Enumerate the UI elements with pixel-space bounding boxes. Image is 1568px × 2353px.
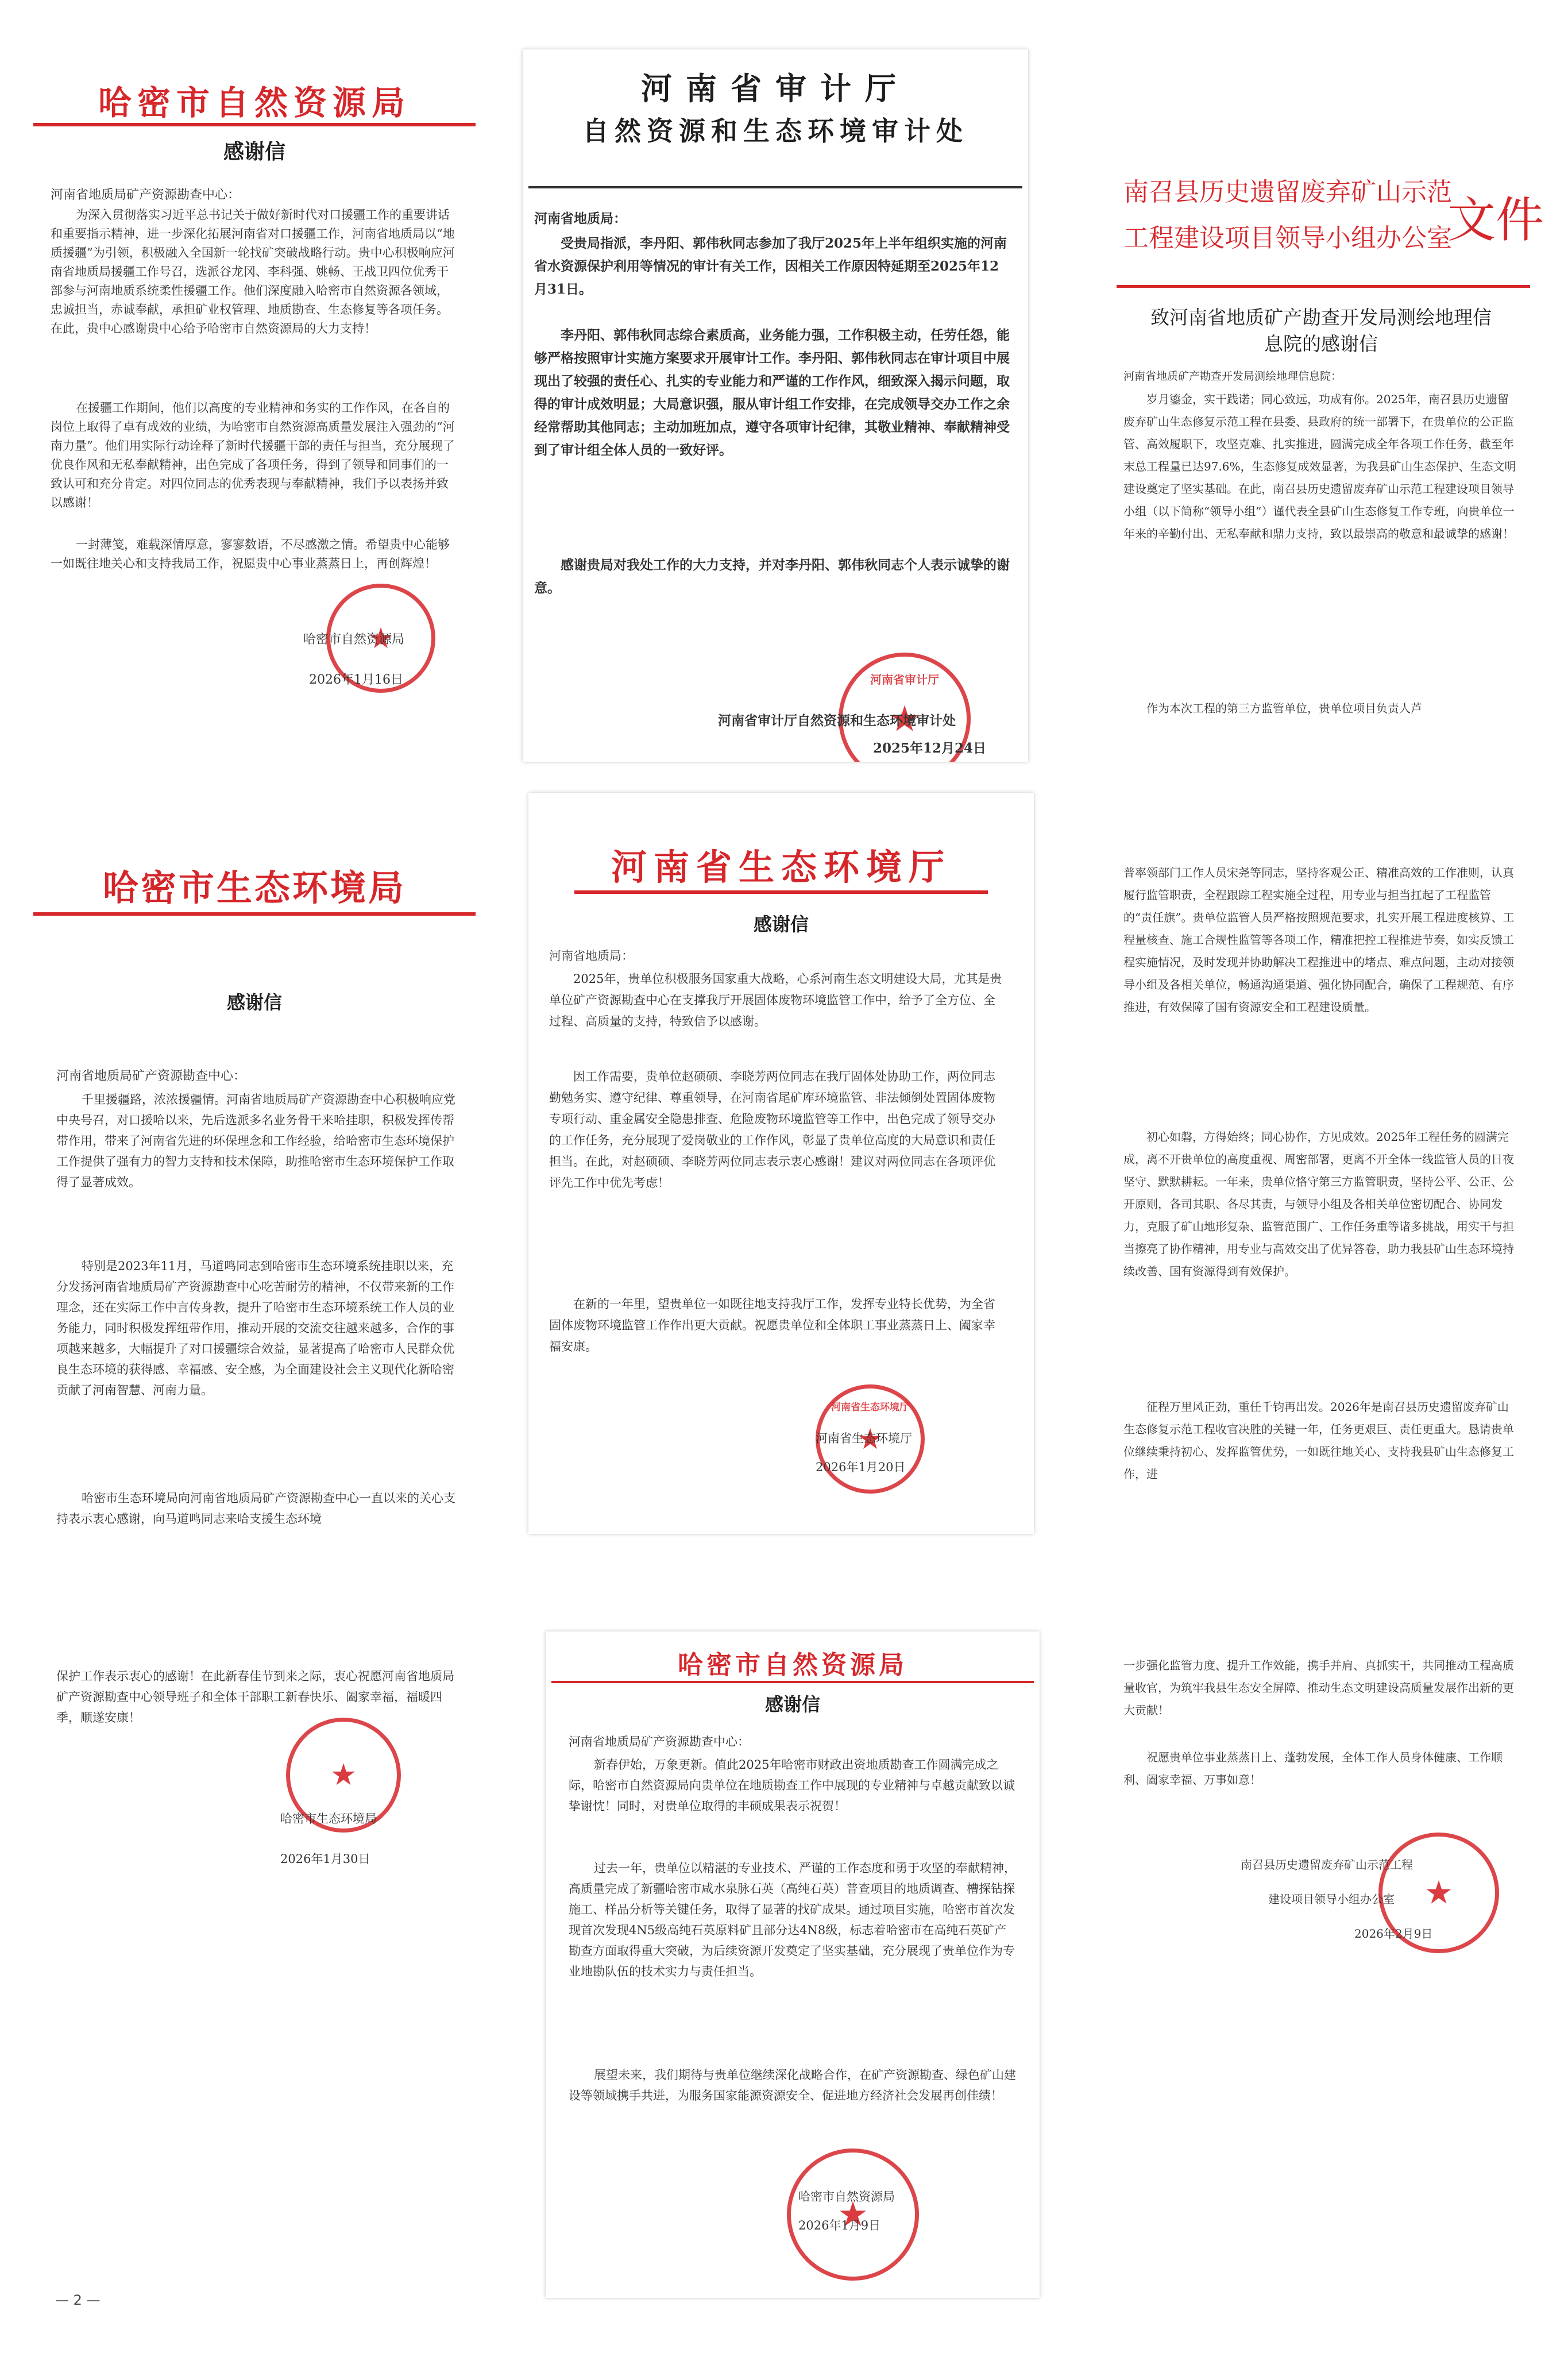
letter-paragraph: 展望未来，我们期待与贵单位继续深化战略合作，在矿产资源勘查、绿色矿山建设等领域携手共进，为服务国家能源资源安全、促进地方经济社会发展再创佳绩！ xyxy=(569,2068,1016,2103)
page-number: — 2 — xyxy=(55,2292,101,2308)
letter-signature: 哈密市自然资源局 xyxy=(303,632,405,647)
letter-title: 感谢信 xyxy=(226,992,282,1013)
letter-date: 2026年2月9日 xyxy=(1354,1927,1433,1941)
letter-paragraph: 千里援疆路，浓浓援疆情。河南省地质局矿产资源勘查中心积极响应党中央号召，对口援哈以来，先后选派多名业务骨干来哈挂职，积极发挥传帮带作用，带来了河南省先进的环保理念和工作经验，给哈密市生态环境保护工作提供了强有力的智力支持和技术保障，助推哈密市生态环境保护工作取得了显著成效。 xyxy=(56,1093,455,1189)
letter-paragraph: 在新的一年里，望贵单位一如既往地支持我厅工作，发挥专业特长优势，为全省固体废物环境监管工作作出更大贡献。祝愿贵单位和全体职工事业蒸蒸日上、阖家幸福安康。 xyxy=(549,1297,995,1353)
letterhead-title: 哈密市生态环境局 xyxy=(102,867,406,909)
letter-nanzhao-part-3 xyxy=(1080,1603,1551,2292)
letter-paragraph: 保护工作表示衷心的感谢！在此新春佳节到来之际，衷心祝愿河南省地质局矿产资源勘查中心领导班子和全体干部职工新春快乐、阖家幸福，福暖四季，顺遂安康！ xyxy=(56,1669,454,1725)
letter-signature: 哈密市生态环境局 xyxy=(280,1812,377,1826)
letterhead-wenjian: 文件 xyxy=(1447,192,1544,248)
letter-paragraph: 因工作需要，贵单位赵硕硕、李晓芳两位同志在我厅固体处协助工作，两位同志勤勉务实、遵守纪律、尊重领导，在河南省尾矿库环境监管、非法倾倒处置固体废物专项行动、重金属安全隐患排查、危险废物环境监管等工作中，出色完成了领导交办的工作任务，充分展现了爱岗敬业的工作作风，彰显了贵单位高度的大局意识和责任担当。在此，对赵硕硕、李晓芳两位同志表示衷心感谢！建议对两位同志在各项评优评先工作中优先考虑！ xyxy=(549,1070,995,1190)
letter-paragraph: 感谢贵局对我处工作的大力支持，并对李丹阳、郭伟秋同志个人表示诚挚的谢意。 xyxy=(534,557,1010,596)
letter-paragraph: 特别是2023年11月，马道鸣同志到哈密市生态环境系统挂职以来，充分发扬河南省地质局矿产资源勘查中心吃苦耐劳的精神，不仅带来新的工作理念，还在实际工作中言传身教，提升了哈密市生态环境系统工作人员的业务能力，同时积极发挥纽带作用，推动开展的交流交往越来越多，合作的事项越来越多，大幅提升了对口援疆综合效益，显著提高了哈密市人民群众优良生态环境的获得感、幸福感、安全感，为全面建设社会主义现代化新哈密贡献了河南智慧、河南力量。 xyxy=(56,1259,454,1397)
letter-title: 致河南省地质矿产勘查开发局测绘地理信息院的感谢信 xyxy=(1150,306,1492,355)
letterhead-rule xyxy=(33,912,476,916)
letter-paragraph: 在援疆工作期间，他们以高度的专业精神和务实的工作作风，在各自的岗位上取得了卓有成效的业绩，为哈密市自然资源高质量发展注入强劲的“河南力量”。他们用实际行动诠释了新时代援疆干部的责任与担当，充分展现了优良作风和无私奉献精神，出色完成了各项任务，得到了领导和同事们的一致认可和充分肯定。对四位同志的优秀表现与奉献精神，我们予以表扬并致以感谢！ xyxy=(51,401,455,510)
letter-signature-line1: 南召县历史遗留废弃矿山示范工程 xyxy=(1241,1858,1413,1872)
letter-hami-natural-resources-1 xyxy=(28,55,481,733)
seal-text: 河南省生态环境厅 xyxy=(831,1402,909,1413)
letter-greeting: 河南省地质局矿产资源勘查中心： xyxy=(56,1069,246,1083)
letter-title: 感谢信 xyxy=(223,140,285,164)
letter-date: 2025年12月24日 xyxy=(873,740,987,756)
letter-paragraph: 初心如磐，方得始终；同心协作，方见成效。2025年工程任务的圆满完成，离不开贵单位的高度重视、周密部署，更离不开全体一线监管人员的日夜坚守、默默耕耘。一年来，贵单位恪守第三方监管职责，坚持公平、公正、公开原则，各司其职、各尽其责，与领导小组及各相关单位密切配合、协同发力，克服了矿山地形复杂、监管范围广、工作任务重等诸多挑战，用实干与担当擦亮了协作精神，用专业与高效交出了优异答卷，助力我县矿山生态环境持续改善、国有资源得到有效保护。 xyxy=(1123,1130,1514,1278)
letterhead-title: 河南省生态环境厅 xyxy=(611,846,951,888)
letter-signature: 哈密市自然资源局 xyxy=(798,2190,895,2204)
letterhead-title: 哈密市自然资源局 xyxy=(98,83,411,122)
letterhead-title-line1: 河南省审计厅 xyxy=(641,70,910,107)
official-seal xyxy=(787,2148,919,2281)
letter-nanzhao-part-2 xyxy=(1080,799,1551,1534)
letter-paragraph: 李丹阳、郭伟秋同志综合素质高，业务能力强，工作积极主动，任劳任怨，能够严格按照审计实施方案要求开展审计工作。李丹阳、郭伟秋同志在审计项目中展现出了较强的责任心、扎实的专业能力和严谨的工作作风，细致深入揭示问题，取得的审计成效明显；大局意识强，服从审计组工作安排，在完成领导交办工作之余经常帮助其他同志；主动加班加点，遵守各项审计纪律，其敬业精神、奉献精神受到了审计组全体人员的一致好评。 xyxy=(534,327,1010,458)
letter-paragraph: 祝愿贵单位事业蒸蒸日上、蓬勃发展，全体工作人员身体健康、工作顺利、阖家幸福、万事如意！ xyxy=(1123,1750,1503,1787)
letter-paragraph: 受贵局指派，李丹阳、郭伟秋同志参加了我厅2025年上半年组织实施的河南省水资源保护利用等情况的审计有关工作，因相关工作原因特延期至2025年12月31日。 xyxy=(534,236,1007,297)
letter-paragraph: 普率领部门工作人员宋尧等同志，坚持客观公正、精准高效的工作准则，认真履行监管职责，全程跟踪工程实施全过程，用专业与担当扛起了工程监管的“责任旗”。贵单位监管人员严格按照规范要求，扎实开展工程进度核算、工程量核查、施工合规性监管等各项工作，精准把控工程推进节奏，如实反馈工程实施情况，及时发现并协助解决工程推进中的堵点、难点问题，主动对接领导小组及各相关单位，畅通沟通渠道、强化协同配合，确保了工程规范、有序推进，有效保障了国有资源安全和工程建设质量。 xyxy=(1123,866,1515,1014)
letterhead-rule xyxy=(551,1681,1034,1683)
seal-text: 河南省审计厅 xyxy=(870,673,939,686)
letter-henan-audit xyxy=(523,49,1028,762)
letterhead-line2: 工程建设项目领导小组办公室 xyxy=(1123,223,1452,253)
letter-hami-natural-resources-2 xyxy=(546,1631,1040,2298)
letter-greeting: 河南省地质局矿产资源勘查中心： xyxy=(51,188,241,202)
letter-paragraph: 岁月鎏金，实干践诺；同心致远，功成有你。2025年，南召县历史遗留废弃矿山生态修复示范工程在县委、县政府的统一部署下，在贵单位的公正监管、高效履职下，攻坚克难、扎实推进，圆满完成全年各项工作任务，截至年末总工程量已达97.6%，生态修复成效显著，为我县矿山生态保护、生态文明建设奠定了坚实基础。在此，南召县历史遗留废弃矿山示范工程建设项目领导小组（以下简称“领导小组”）谨代表全县矿山生态修复工作专班，向贵单位一年来的辛勤付出、无私奉献和鼎力支持，致以最崇高的敬意和最诚挚的感谢！ xyxy=(1123,392,1516,541)
letter-greeting: 河南省地质局： xyxy=(534,211,627,226)
letter-title: 感谢信 xyxy=(764,1694,820,1715)
letter-paragraph: 哈密市生态环境局向河南省地质局矿产资源勘查中心一直以来的关心支持表示衷心感谢，向马道鸣同志来哈支援生态环境 xyxy=(56,1491,455,1526)
letterhead-rule xyxy=(1117,285,1530,288)
letter-greeting: 河南省地质矿产勘查开发局测绘地理信息院： xyxy=(1123,370,1342,383)
letter-nanzhao-part-1 xyxy=(1080,138,1551,735)
letter-signature: 河南省审计厅自然资源和生态环境审计处 xyxy=(718,713,956,728)
letter-signature: 河南省生态环境厅 xyxy=(816,1432,912,1445)
letter-title: 感谢信 xyxy=(753,913,809,935)
letter-greeting: 河南省地质局矿产资源勘查中心： xyxy=(569,1735,750,1749)
letterhead-rule xyxy=(574,890,988,894)
letter-hami-ecology-continued xyxy=(28,1603,481,1901)
letter-hami-ecology xyxy=(28,821,481,1534)
letter-date: 2026年1月30日 xyxy=(280,1852,370,1866)
letter-date: 2026年1月16日 xyxy=(309,673,403,687)
letter-paragraph: 为深入贯彻落实习近平总书记关于做好新时代对口援疆工作的重要讲话和重要指示精神，进一步深化拓展河南省对口援疆工作，河南省地质局以“地质援疆”为引领，积极融入全国新一轮找矿突破战略行动。贵中心积极响应河南省地质局援疆工作号召，选派谷龙冈、李科强、姚畅、王战卫四位优秀干部参与河南地质系统柔性援疆工作。他们深度融入哈密市自然资源各领域，忠诚担当，赤诚奉献，承担矿业权管理、地质勘查、生态修复等各项任务。在此，贵中心感谢贵中心给予哈密市自然资源局的大力支持！ xyxy=(51,208,455,335)
letterhead-title: 哈密市自然资源局 xyxy=(678,1650,907,1680)
letter-paragraph: 2025年，贵单位积极服务国家重大战略，心系河南生态文明建设大局，尤其是贵单位矿产资源勘查中心在支撑我厅开展固体废物环境监管工作中，给予了全方位、全过程、高质量的支持，特致信予以感谢。 xyxy=(549,972,1002,1028)
letter-greeting: 河南省地质局： xyxy=(549,949,634,963)
letter-paragraph: 作为本次工程的第三方监管单位，贵单位项目负责人芦 xyxy=(1146,701,1422,715)
letter-paragraph: 一封薄笺，难载深情厚意，寥寥数语，不尽感激之情。希望贵中心能够一如既往地关心和支持我局工作，祝愿贵中心事业蒸蒸日上，再创辉煌！ xyxy=(51,538,450,570)
letterhead-title-line2: 自然资源和生态环境审计处 xyxy=(582,115,968,146)
letterhead-rule xyxy=(528,186,1022,188)
letter-paragraph: 新春伊始，万象更新。值此2025年哈密市财政出资地质勘查工作圆满完成之际，哈密市自然资源局向贵单位在地质勘查工作中展现的专业精神与卓越贡献致以诚挚谢忱！同时，对贵单位取得的丰硕成果表示祝贺！ xyxy=(569,1758,1015,1813)
letter-date: 2026年1月9日 xyxy=(798,2219,881,2232)
letter-paragraph: 一步强化监管力度、提升工作效能，携手并肩、真抓实干，共同推动工程高质量收官，为筑牢我县生态安全屏障、推动生态文明建设高质量发展作出新的更大贡献！ xyxy=(1123,1658,1514,1717)
letter-henan-ecology-dept xyxy=(528,793,1034,1534)
letterhead-rule xyxy=(33,123,476,126)
letterhead-line1: 南召县历史遗留废弃矿山示范 xyxy=(1123,178,1452,207)
letter-paragraph: 过去一年，贵单位以精湛的专业技术、严谨的工作态度和勇于攻坚的奉献精神，高质量完成了新疆哈密市咸水泉脉石英（高纯石英）普查项目的地质调查、槽探钻探施工、样品分析等关键任务，取得了显著的找矿成果。通过项目实施，哈密市首次发现首次发现4N5级高纯石英原料矿且部分达4N8级，标志着哈密市在高纯石英矿产勘查方面取得重大突破，为后续资源开发奠定了坚实基础，充分展现了贵单位作为专业地勘队伍的技术实力与责任担当。 xyxy=(569,1861,1016,1978)
letter-signature-line2: 建设项目领导小组办公室 xyxy=(1268,1892,1395,1906)
letter-date: 2026年1月20日 xyxy=(816,1460,906,1474)
letter-paragraph: 征程万里风正劲，重任千钧再出发。2026年是南召县历史遗留废弃矿山生态修复示范工程收官决胜的关键一年，任务更艰巨、责任更重大。恳请贵单位继续秉持初心、发挥监管优势，一如既往地关心、支持我县矿山生态修复工作，进 xyxy=(1123,1400,1514,1481)
